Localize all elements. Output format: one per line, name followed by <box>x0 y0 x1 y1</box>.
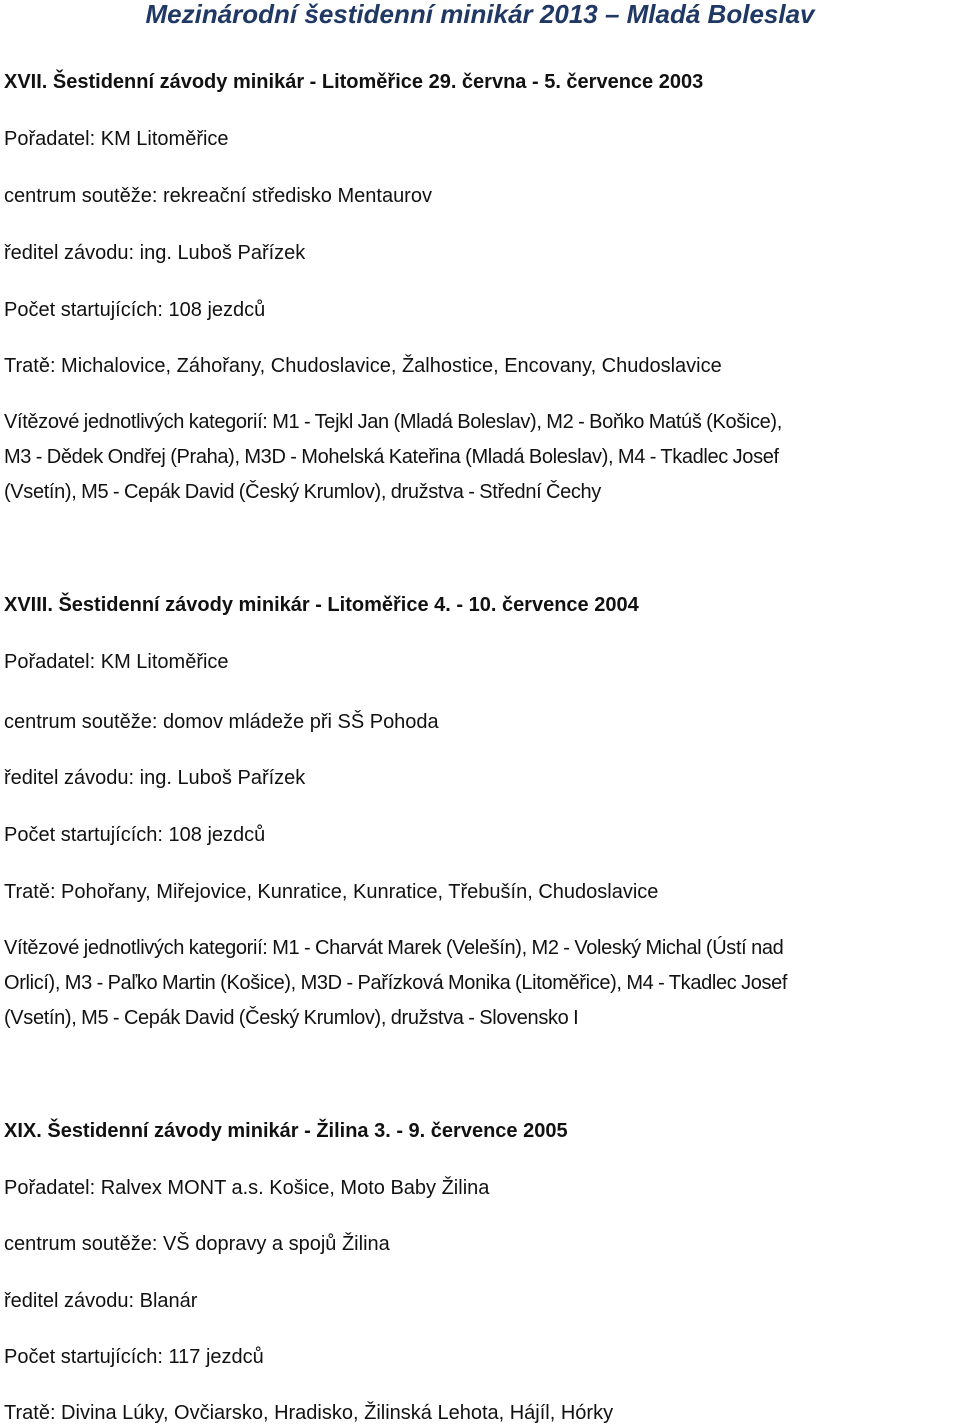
winners-line: (Vsetín), M5 - Cepák David (Český Krumlov), družstva - Střední Čechy <box>4 481 601 503</box>
organizer-line: Pořadatel: KM Litoměřice <box>4 128 229 150</box>
director-line: ředitel závodu: ing. Luboš Pařízek <box>4 242 306 264</box>
winners-paragraph <box>4 405 958 510</box>
tracks-line: Tratě: Michalovice, Záhořany, Chudoslavice, Žalhostice, Encovany, Chudoslavice <box>4 355 722 377</box>
section-heading: XVII. Šestidenní závody minikár - Litoměřice 29. června - 5. července 2003 <box>4 71 704 93</box>
winners-line: (Vsetín), M5 - Cepák David (Český Krumlov), družstva - Slovensko I <box>4 1007 579 1029</box>
section-heading: XIX. Šestidenní závody minikár - Žilina 3. - 9. července 2005 <box>4 1120 568 1142</box>
center-line: centrum soutěže: VŠ dopravy a spojů Žilina <box>4 1233 390 1255</box>
organizer-line: Pořadatel: Ralvex MONT a.s. Košice, Moto Baby Žilina <box>4 1177 490 1199</box>
tracks-line: Tratě: Pohořany, Miřejovice, Kunratice, Kunratice, Třebušín, Chudoslavice <box>4 881 659 903</box>
tracks-line: Tratě: Divina Lúky, Ovčiarsko, Hradisko, Žilinská Lehota, Hájíl, Hórky <box>4 1402 614 1424</box>
winners-line: Vítězové jednotlivých kategorií: M1 - Tejkl Jan (Mladá Boleslav), M2 - Boňko Matúš (Košice), <box>4 411 782 433</box>
winners-line: Orlicí), M3 - Paľko Martin (Košice), M3D - Pařízková Monika (Litoměřice), M4 - Tkadlec Josef <box>4 972 788 994</box>
director-line: ředitel závodu: Blanár <box>4 1290 198 1312</box>
winners-line: M3 - Dědek Ondřej (Praha), M3D - Mohelská Kateřina (Mladá Boleslav), M4 - Tkadlec Josef <box>4 446 779 468</box>
center-line: centrum soutěže: domov mládeže při SŠ Pohoda <box>4 711 439 733</box>
document-title: Mezinárodní šestidenní minikár 2013 – Mladá Boleslav <box>145 0 815 29</box>
starters-line: Počet startujících: 108 jezdců <box>4 824 266 846</box>
organizer-line: Pořadatel: KM Litoměřice <box>4 651 229 673</box>
starters-line: Počet startujících: 108 jezdců <box>4 299 266 321</box>
winners-line: Vítězové jednotlivých kategorií: M1 - Charvát Marek (Velešín), M2 - Voleský Michal (Ústí nad <box>4 937 784 959</box>
center-line: centrum soutěže: rekreační středisko Mentaurov <box>4 185 432 207</box>
section-heading: XVIII. Šestidenní závody minikár - Litoměřice 4. - 10. července 2004 <box>4 594 639 616</box>
starters-line: Počet startujících: 117 jezdců <box>4 1346 264 1368</box>
winners-paragraph <box>4 931 958 1036</box>
director-line: ředitel závodu: ing. Luboš Pařízek <box>4 767 306 789</box>
